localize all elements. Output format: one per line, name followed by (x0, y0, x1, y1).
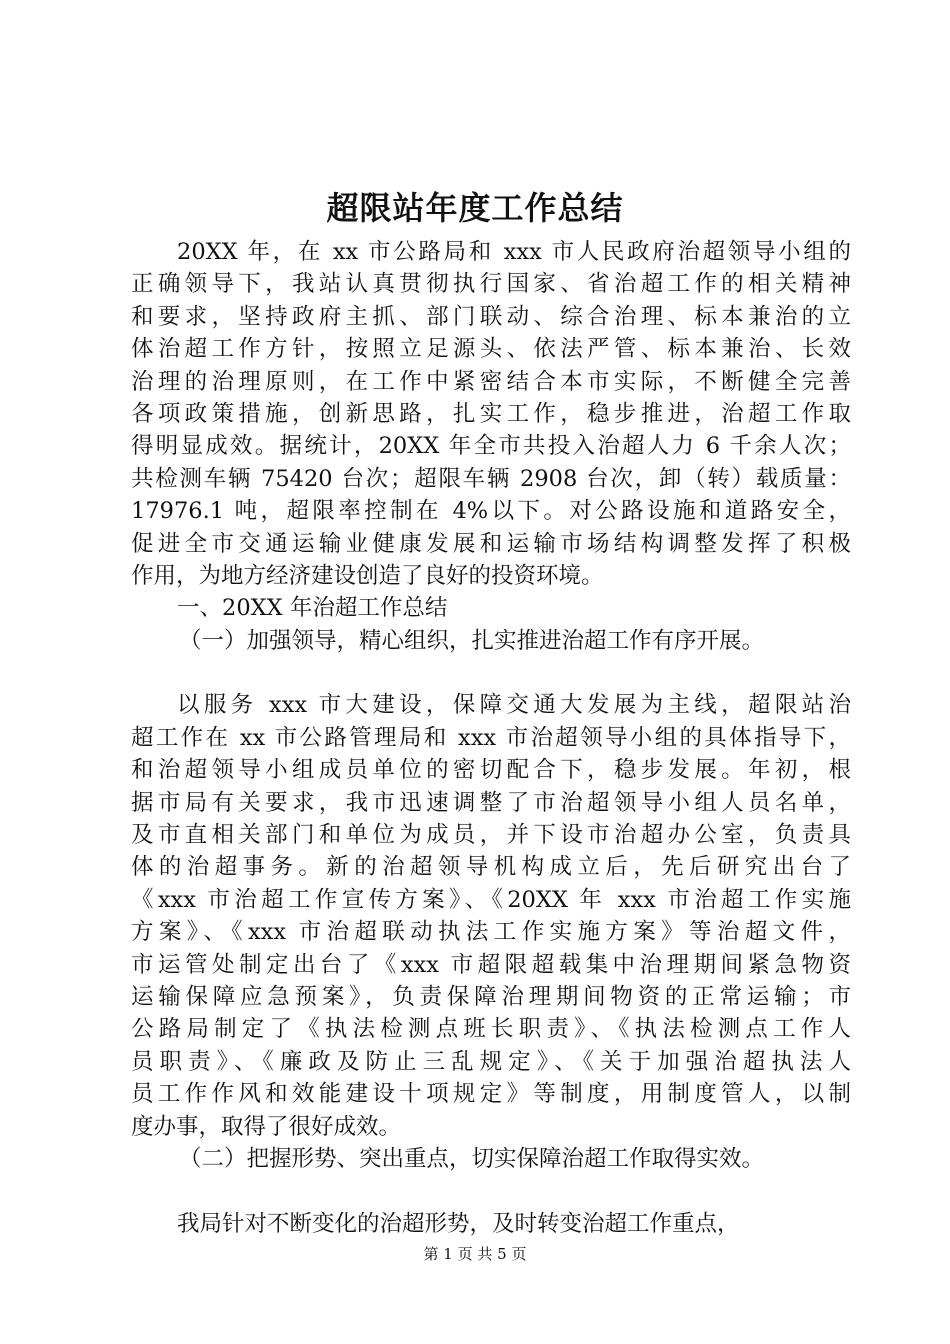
subsection-heading: （二）把握形势、突出重点，切实保障治超工作取得实效。 (179, 1145, 765, 1172)
body-line: 方案》、《xxx 市治超联动执法工作实施方案》等治超文件， (131, 919, 851, 946)
page-footer: 第 1 页 共 5 页 (423, 1245, 527, 1263)
body-line: 作用，为地方经济建设创造了良好的投资环境。 (131, 562, 604, 589)
subsection-heading: （一）加强领导，精心组织，扎实推进治超工作有序开展。 (179, 627, 765, 654)
section-heading: 一、20XX 年治超工作总结 (177, 595, 448, 622)
body-line: 以服务 xxx 市大建设，保障交通大发展为主线，超限站治 (177, 692, 851, 719)
body-line: 各项政策措施，创新思路，扎实工作，稳步推进，治超工作取 (131, 400, 851, 427)
body-line: 运输保障应急预案》，负责保障治理期间物资的正常运输；市 (131, 983, 851, 1010)
body-line: 体治超工作方针，按照立足源头、依法严管、标本兼治、长效 (131, 336, 851, 363)
body-line: 度办事，取得了很好成效。 (131, 1113, 402, 1140)
body-line: 公路局制定了《执法检测点班长职责》、《执法检测点工作人 (131, 1016, 851, 1043)
body-line: 员职责》、《廉政及防止三乱规定》、《关于加强治超执法人 (131, 1048, 851, 1075)
body-line: 20XX 年，在 xx 市公路局和 xxx 市人民政府治超领导小组的 (177, 239, 851, 265)
document-body (131, 236, 851, 1240)
body-line: 市运管处制定出台了《xxx 市超限超载集中治理期间紧急物资 (131, 951, 851, 978)
body-line: 得明显成效。据统计，20XX 年全市共投入治超人力 6 千余人次； (131, 433, 851, 460)
body-line: 我局针对不断变化的治超形势，及时转变治超工作重点， (177, 1210, 740, 1237)
body-line: 和要求，坚持政府主抓、部门联动、综合治理、标本兼治的立 (131, 303, 851, 330)
body-line: 超工作在 xx 市公路管理局和 xxx 市治超领导小组的具体指导下， (131, 724, 851, 751)
body-line: 员工作作风和效能建设十项规定》等制度，用制度管人，以制 (131, 1081, 851, 1108)
body-line: 据市局有关要求，我市迅速调整了市治超领导小组人员名单， (131, 789, 851, 816)
document-title: 超限站年度工作总结 (326, 189, 624, 227)
body-line: 及市直相关部门和单位为成员，并下设市治超办公室，负责具 (131, 822, 851, 849)
body-line: 和治超领导小组成员单位的密切配合下，稳步发展。年初，根 (131, 757, 851, 784)
blank-line (131, 1175, 851, 1207)
body-line: 治理的治理原则，在工作中紧密结合本市实际，不断健全完善 (131, 368, 851, 395)
body-line: 体的治超事务。新的治超领导机构成立后，先后研究出台了 (131, 854, 851, 881)
body-line: 《xxx 市治超工作宣传方案》、《20XX 年 xxx 市治超工作实施 (131, 886, 851, 913)
body-line: 促进全市交通运输业健康发展和运输市场结构调整发挥了积极 (131, 530, 851, 557)
body-line: 正确领导下，我站认真贯彻执行国家、省治超工作的相关精神 (131, 271, 851, 298)
body-line: 17976.1 吨，超限率控制在 4%以下。对公路设施和道路安全， (131, 498, 851, 525)
blank-line (131, 657, 851, 689)
body-line: 共检测车辆 75420 台次；超限车辆 2908 台次，卸（转）载质量： (131, 465, 851, 492)
